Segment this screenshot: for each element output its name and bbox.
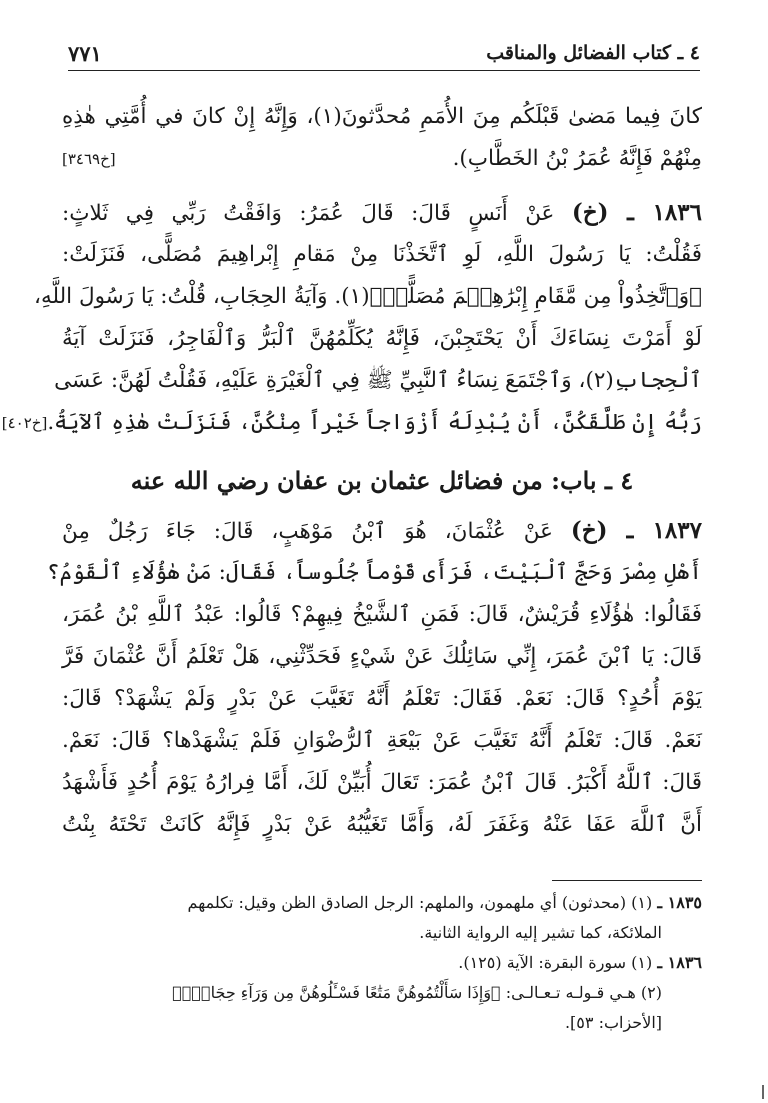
footnote-line: ١٨٣٥ ـ (١) (محدثون) أي ملهمون، والملهم: الرجل الصادق الظن وقيل: تكلمهم — [187, 893, 702, 912]
footnote-hadith-number: ١٨٣٦ ـ — [657, 953, 702, 972]
running-header — [68, 36, 700, 71]
text-line: قَالَ: يَا ٱبْنَ عُمَرَ، إِنِّي سَائِلُكَ عَنْ شَيْءٍ فَحَدِّثْنِي، هَلْ تَعْلَمُ أَنَّ عُثْمَانَ فَرَّ — [62, 644, 702, 669]
source-reference: [خ٤٠٢] — [1, 414, 48, 432]
footnote-line: [الأحزاب: ٥٣]. — [564, 1013, 662, 1032]
hadith-number: ١٨٣٧ ـ (خ) — [570, 517, 702, 544]
text-line — [1, 402, 702, 444]
main-text — [1, 96, 702, 846]
text-line — [62, 138, 702, 180]
footnote-line: ١٨٣٦ ـ (١) سورة البقرة: الآية (١٢٥). — [458, 953, 702, 972]
text-line: قَالَ: ٱللَّهُ أَكْبَرُ. قَالَ ٱبْنُ عُمَرَ: تَعَالَ أُبَيِّنْ لَكَ، أَمَّا فِرارُهُ يَوْمَ أُحُدٍ فَأَشْهَدُ — [62, 770, 702, 795]
text-line: فَقَالُوا: هٰؤُلَاءِ قُرَيْشٌ، قَالَ: فَمَنِ ٱلشَّيْخُ فِيهِمْ؟ قَالُوا: عَبْدُ ٱللَّهِ بْنُ عُمَرَ، — [62, 602, 702, 627]
page-number: ٧٧١ — [68, 40, 102, 66]
text-line: أَهْلِ مِصْرَ وَحَجَّ ٱلْبَيْتَ، فَرَأَى قَوْماً جُلُوساً، فَقَالَ: مَنْ هٰؤُلَاءِ ٱلْقَوْمُ؟ — [46, 560, 702, 585]
text-line: ١٨٣٦ ـ (خ) عَنْ أَنَسٍ قَالَ: قَالَ عُمَرُ: وَافَقْتُ رَبِّي فِي ثَلاثٍ: — [62, 199, 702, 226]
text-line: أَنَّ ٱللَّهَ عَفَا عَنْهُ وَغَفَرَ لَهُ، وَأَمَّا تَغَيُّبُهُ عَنْ بَدْرٍ فَإِنَّهُ كَانَتْ تَحْتَهُ بِنْتُ — [62, 812, 702, 837]
hadith-1835-continuation — [62, 96, 702, 180]
hadith-number: ١٨٣٦ ـ (خ) — [571, 199, 702, 226]
text-line: ٱلْحِجابِ(٢)، وَٱجْتَمَعَ نِسَاءُ ٱلنَّبِيِّ ﷺ فِي ٱلْغَيْرَةِ عَلَيْهِ، فَقُلْتُ لَهُنَّ: عَسَى — [54, 368, 702, 393]
text-line-content: رَبُّهُ إِنْ طَلَّقَكُنَّ، أَنْ يُبْدِلَهُ أَزْوَاجاً خَيْراً مِنْكُنَّ، فَنَزَلَتْ هٰذِهِ ٱلآيَةُ. — [47, 410, 702, 435]
text-line: ١٨٣٧ ـ (خ) عَنْ عُثْمَانَ، هُوَ ٱبْنُ مَوْهَبٍ، قَالَ: جَاءَ رَجُلٌ مِنْ — [62, 517, 702, 544]
footnote-separator — [552, 880, 702, 881]
footnotes — [62, 888, 702, 1038]
text-line: يَوْمَ أُحُدٍ؟ قَالَ: نَعَمْ. فَقَالَ: تَعْلَمُ أَنَّهُ تَغَيَّبَ عَنْ بَدْرٍ وَلَمْ يَشْهَدْ؟ قَالَ: — [62, 686, 702, 711]
footnote-line: (٢) هـي قـولـه تـعـالـى: ﴿وَإِذَا سَأَلْتُمُوهُنَّ مَتَٰعًا فَسْـَٔلُوهُنَّ مِن وَرَآءِ حِجَابٍۚ﴾ — [172, 983, 662, 1002]
chapter-heading: ٤ ـ باب: من فضائل عثمان بن عفان رضي الله عنه — [130, 466, 634, 495]
text-line: ﴿وَٱتَّخِذُواْ مِن مَّقَامِ إِبْرَٰهِـۧمَ مُصَلًّىۖ﴾(١). وَآيَةُ الحِجَابِ، قُلْتُ: يَا رَسُولَ اللَّهِ، — [34, 284, 702, 309]
footnote-hadith-number: ١٨٣٥ ـ — [657, 893, 702, 912]
source-reference: [خ٣٤٦٩] — [62, 150, 116, 168]
text-line: فَقُلْتُ: يَا رَسُولَ اللَّهِ، لَوِ ٱتَّخَذْنَا مِنْ مَقامِ إِبْراهِيمَ مُصَلًّى، فَنَزَلَتْ: — [62, 242, 702, 267]
hadith-1836 — [1, 192, 702, 444]
text-line: كانَ فِيما مَضىٰ قَبْلَكُم مِنَ الأُمَمِ مُحدَّثونَ(١)، وَإِنَّهُ إِنْ كانَ في أُمَّتِي هٰذِهِ — [62, 104, 702, 129]
hadith-1837 — [46, 510, 702, 846]
text-line: نَعَمْ. قَالَ: تَعْلَمُ أَنَّهُ تَغَيَّبَ عَنْ بَيْعَةِ ٱلرُّضْوَانِ فَلَمْ يَشْهَدْها؟ قَالَ: نَعَمْ. — [62, 728, 702, 753]
page-edge-mark — [762, 1085, 764, 1099]
text-line-content: مِنْهُمْ فَإِنَّهُ عُمَرُ بْنُ الخَطَّابِ). — [452, 146, 702, 171]
text-line: لَوْ أَمَرْتَ نِسَاءَكَ أَنْ يَحْتَجِبْنَ، فَإِنَّهُ يُكَلِّمُهُنَّ ٱلْبَرُّ وَٱلْفَاجِرُ، فَنَزَلَتْ آيَةُ — [62, 326, 702, 351]
footnote-line: الملائكة، كما تشير إليه الرواية الثانية. — [419, 923, 662, 942]
chapter-running-title: ٤ ـ كتاب الفضائل والمناقب — [486, 42, 700, 64]
